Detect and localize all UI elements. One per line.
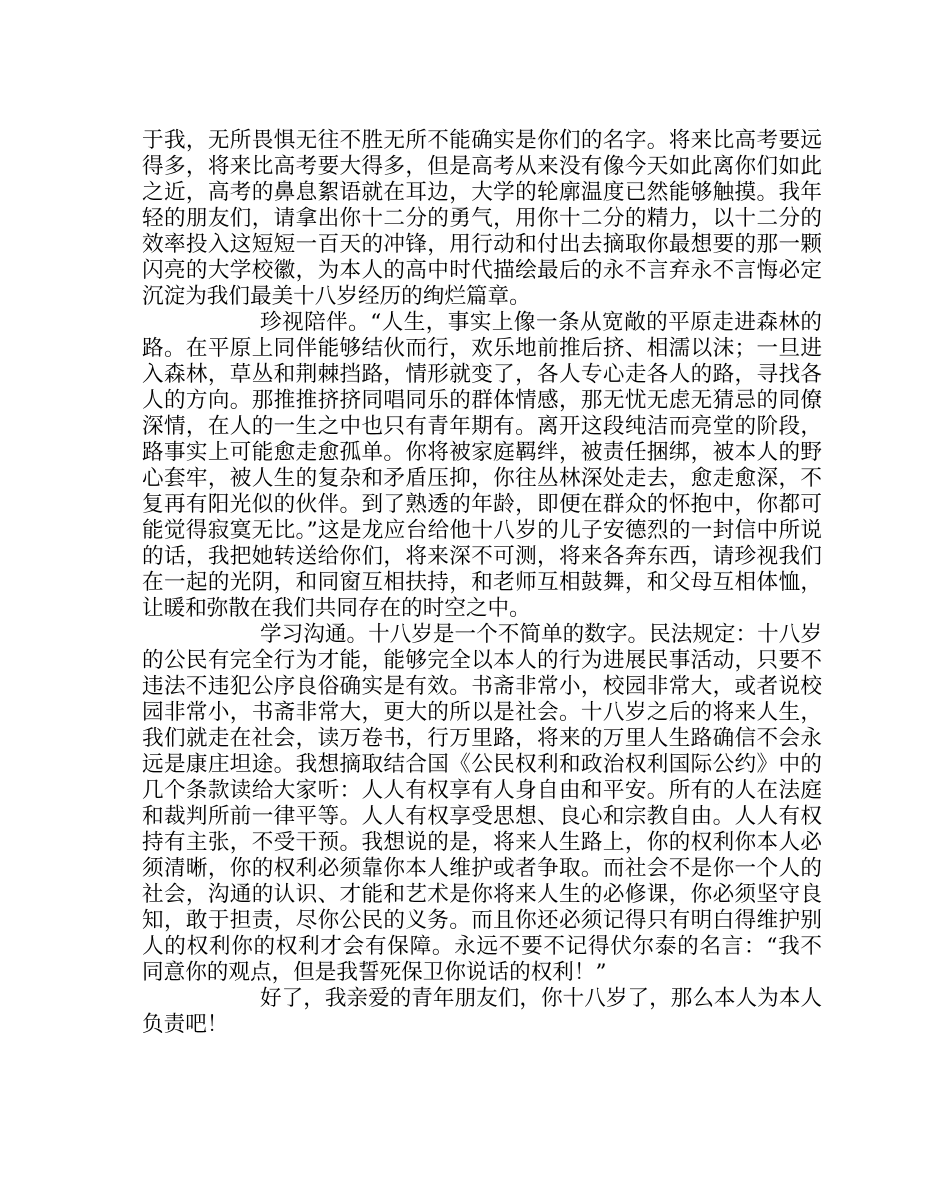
body-text bbox=[142, 128, 822, 1038]
paragraph-4: 好了，我亲爱的青年朋友们，你十八岁了，那么本人为本人负责吧！ bbox=[142, 986, 822, 1037]
paragraph-1: 于我，无所畏惧无往不胜无所不能确实是你们的名字。将来比高考要远得多，将来比高考要大得多，但是高考从来没有像今天如此离你们如此之近，高考的鼻息絮语就在耳边，大学的轮廓温度已然能够触摸。我年轻的朋友们，请拿出你十二分的勇气，用你十二分的精力，以十二分的效率投入这短短一百天的冲锋，用行动和付出去摘取你最想要的那一颗闪亮的大学校徽，为本人的高中时代描绘最后的永不言弃永不言悔必定沉淀为我们最美十八岁经历的绚烂篇章。 bbox=[142, 128, 822, 309]
paragraph-2: 珍视陪伴。“人生，事实上像一条从宽敞的平原走进森林的路。在平原上同伴能够结伙而行，欢乐地前推后挤、相濡以沫；一旦进入森林，草丛和荆棘挡路，情形就变了，各人专心走各人的路，寻找各人的方向。那推推挤挤同唱同乐的群体情感，那无忧无虑无猜忌的同僚深情，在人的一生之中也只有青年期有。离开这段纯洁而亮堂的阶段，路事实上可能愈走愈孤单。你将被家庭羁绊，被责任捆绑，被本人的野心套牢，被人生的复杂和矛盾压抑，你往丛林深处走去，愈走愈深，不复再有阳光似的伙伴。到了熟透的年龄，即便在群众的怀抱中，你都可能觉得寂寞无比。”这是龙应台给他十八岁的儿子安德烈的一封信中所说的话，我把她转送给你们，将来深不可测，将来各奔东西，请珍视我们在一起的光阴，和同窗互相扶持，和老师互相鼓舞，和父母互相体恤，让暖和弥散在我们共同存在的时空之中。 bbox=[142, 310, 822, 621]
paragraph-3: 学习沟通。十八岁是一个不简单的数字。民法规定：十八岁的公民有完全行为才能，能够完全以本人的行为进展民事活动，只要不违法不违犯公序良俗确实是有效。书斋非常小，校园非常大，或者说校园非常小，书斋非常大，更大的所以是社会。十八岁之后的将来人生，我们就走在社会，读万卷书，行万里路，将来的万里人生路确信不会永远是康庄坦途。我想摘取结合国《公民权利和政治权利国际公约》中的几个条款读给大家听：人人有权享有人身自由和平安。所有的人在法庭和裁判所前一律平等。人人有权享受思想、良心和宗教自由。人人有权持有主张，不受干预。我想说的是，将来人生路上，你的权利你本人必须清晰，你的权利必须靠你本人维护或者争取。而社会不是你一个人的社会，沟通的认识、才能和艺术是你将来人生的必修课，你必须坚守良知，敢于担责，尽你公民的义务。而且你还必须记得只有明白得维护别人的权利你的权利才会有保障。永远不要不记得伏尔泰的名言：“我不同意你的观点，但是我誓死保卫你说话的权利！” bbox=[142, 622, 822, 985]
